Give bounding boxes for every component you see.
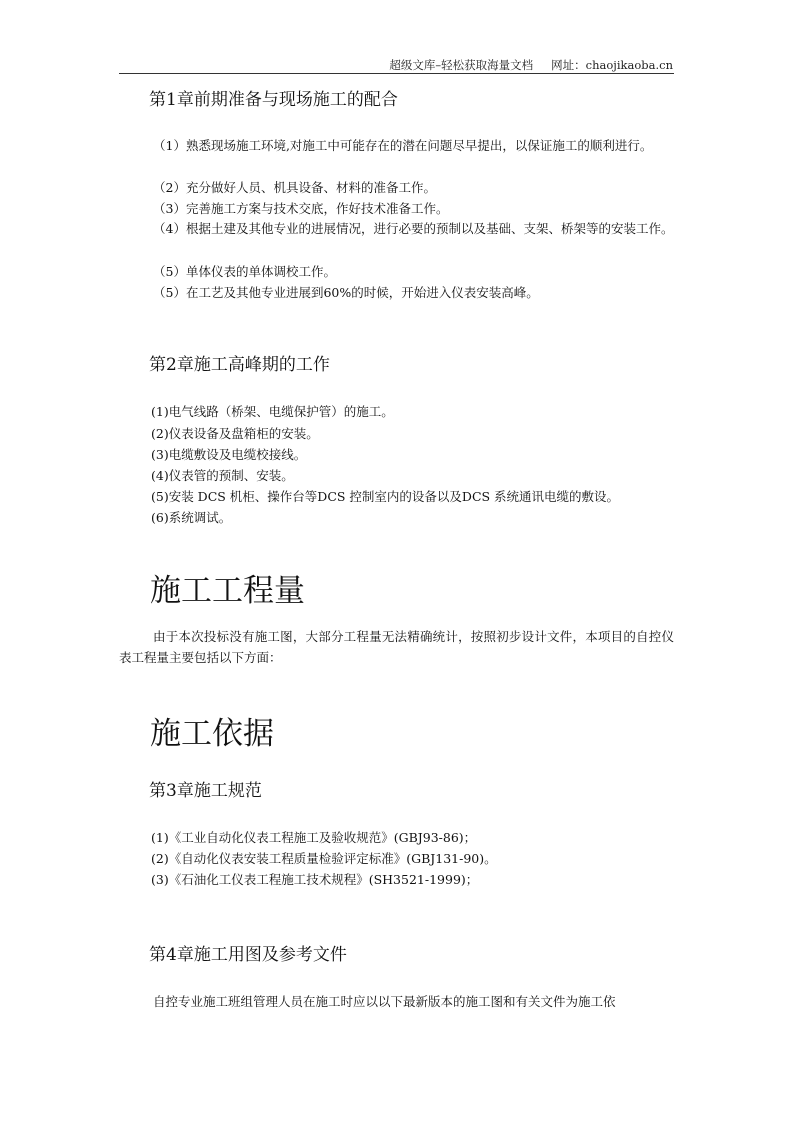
chapter1-item-3: （3）完善施工方案与技术交底，作好技术准备工作。	[153, 201, 449, 216]
chapter2-item-1: (1)电气线路（桥架、电缆保护管）的施工。	[151, 404, 394, 419]
chapter3-title: 第3章施工规范	[149, 781, 262, 801]
chapter4-title: 第4章施工用图及参考文件	[149, 945, 347, 965]
chapter2-item-2: (2)仪表设备及盘箱柜的安装。	[151, 426, 319, 441]
chapter1-item-1: （1）熟悉现场施工环境,对施工中可能存在的潜在问题尽早提出，以保证施工的顺利进行。	[153, 138, 653, 153]
chapter1-item-4: （4）根据土建及其他专业的进展情况，进行必要的预制以及基础、支架、桥架等的安装工作。	[153, 221, 674, 236]
section-workload-text: 由于本次投标没有施工图，大部分工程量无法精确统计，按照初步设计文件，本项目的自控仪表工程量主要包括以下方面：	[119, 629, 674, 665]
chapter4-text: 自控专业施工班组管理人员在施工时应以以下最新版本的施工图和有关文件为施工依	[153, 994, 616, 1009]
chapter1-item-6: （5）在工艺及其他专业进展到60%的时候，开始进入仪表安装高峰。	[153, 285, 539, 300]
chapter2-title: 第2章施工高峰期的工作	[149, 355, 330, 375]
chapter2-item-4: (4)仪表管的预制、安装。	[151, 468, 294, 483]
chapter1-item-2: （2）充分做好人员、机具设备、材料的准备工作。	[153, 180, 436, 195]
chapter3-item-3: (3)《石油化工仪表工程施工技术规程》(SH3521-1999)；	[151, 872, 479, 887]
section-basis-title: 施工依据	[150, 716, 274, 752]
chapter2-item-6: (6)系统调试。	[151, 510, 232, 525]
chapter2-item-3: (3)电缆敷设及电缆校接线。	[151, 447, 307, 462]
header-url: 网址：chaojikaoba.cn	[551, 58, 673, 72]
chapter3-item-1: (1)《工业自动化仪表工程施工及验收规范》(GBJ93-86)；	[151, 830, 477, 845]
chapter1-item-5: （5）单体仪表的单体调校工作。	[153, 264, 336, 279]
page-header	[389, 57, 673, 73]
header-rule	[119, 73, 674, 74]
section-workload-title: 施工工程量	[150, 573, 305, 609]
chapter1-title: 第1章前期准备与现场施工的配合	[149, 90, 398, 110]
header-site-name: 超级文库–轻松获取海量文档	[389, 58, 534, 72]
chapter3-item-2: (2)《自动化仪表安装工程质量检验评定标准》(GBJ131-90)。	[151, 851, 497, 866]
chapter2-item-5: (5)安装 DCS 机柜、操作台等DCS 控制室内的设备以及DCS 系统通讯电缆的敷设。	[151, 489, 620, 504]
